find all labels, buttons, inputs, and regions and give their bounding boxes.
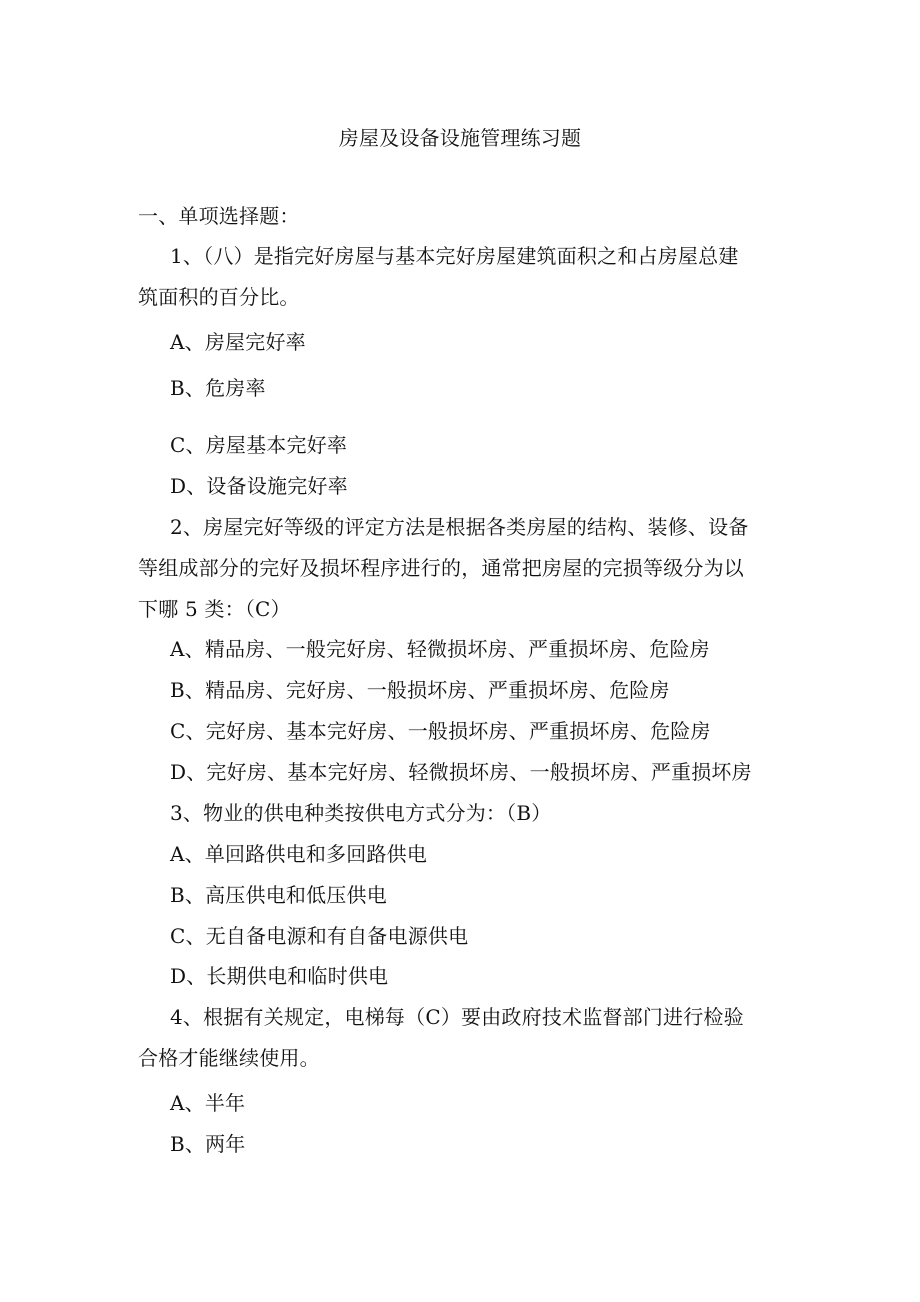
question-4-option-b: B、两年: [170, 1132, 246, 1156]
question-3-option-d: D、长期供电和临时供电: [170, 964, 389, 988]
question-3-stem-line-1: 3、物业的供电种类按供电方式分为：（B）: [170, 801, 552, 825]
question-2-option-b: B、精品房、完好房、一般损坏房、严重损坏房、危险房: [170, 678, 670, 702]
question-1-stem-line-2: 筑面积的百分比。: [138, 285, 300, 309]
document-title: 房屋及设备设施管理练习题: [338, 126, 582, 150]
question-1-option-c: C、房屋基本完好率: [170, 433, 348, 457]
question-3-option-a: A、单回路供电和多回路供电: [170, 842, 428, 866]
question-3-option-b: B、高压供电和低压供电: [170, 883, 387, 907]
question-4-stem-line-1: 4、根据有关规定，电梯每（C）要由政府技术监督部门进行检验: [170, 1005, 744, 1029]
question-1-option-b: B、危房率: [170, 376, 266, 400]
question-1-option-d: D、设备设施完好率: [170, 474, 348, 498]
question-1-stem-line-1: 1、（八）是指完好房屋与基本完好房屋建筑面积之和占房屋总建: [170, 244, 739, 268]
question-2-stem-line-1: 2、房屋完好等级的评定方法是根据各类房屋的结构、装修、设备: [170, 515, 749, 539]
question-4-option-a: A、半年: [170, 1091, 246, 1115]
question-2-stem-line-2: 等组成部分的完好及损坏程序进行的，通常把房屋的完损等级分为以: [138, 556, 744, 580]
question-2-option-d: D、完好房、基本完好房、轻微损坏房、一般损坏房、严重损坏房: [170, 760, 752, 784]
section-heading: 一、单项选择题：: [138, 204, 300, 228]
question-3-option-c: C、无自备电源和有自备电源供电: [170, 924, 469, 948]
question-2-option-c: C、完好房、基本完好房、一般损坏房、严重损坏房、危险房: [170, 719, 711, 743]
question-2-stem-line-3: 下哪 5 类：（C）: [138, 597, 291, 621]
question-2-option-a: A、精品房、一般完好房、轻微损坏房、严重损坏房、危险房: [170, 637, 710, 661]
question-1-option-a: A、房屋完好率: [170, 330, 306, 354]
question-4-stem-line-2: 合格才能继续使用。: [138, 1046, 320, 1070]
